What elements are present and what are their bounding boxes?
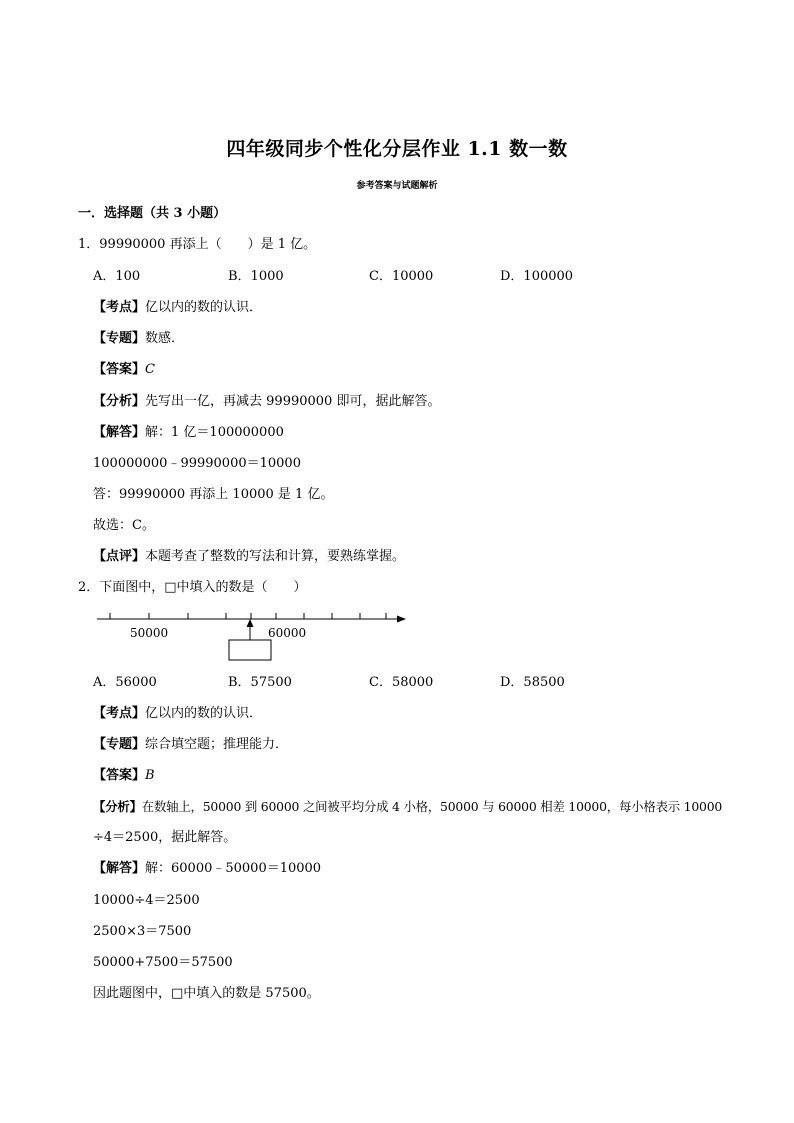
q1-option-c: C．10000 xyxy=(369,269,434,284)
q2-answer-tag: 【答案】 xyxy=(93,768,146,783)
page-subtitle: 参考答案与试题解析 xyxy=(356,181,438,191)
q2-analysis-text: 在数轴上，50000 到 60000 之间被平均分成 4 小格，50000 与 60000 相差 10000，每小格表示 10000 xyxy=(141,799,723,814)
q1-analysis-tag: 【分析】 xyxy=(93,394,146,409)
q1-kaodian xyxy=(93,300,262,316)
q2-step-4: 因此题图中，□中填入的数是 57500。 xyxy=(93,986,320,1001)
page-title: 四年级同步个性化分层作业 1.1 数一数 xyxy=(226,138,568,160)
q1-zhuanti-text: 数感． xyxy=(145,331,185,346)
q1-step-3: 故选：C。 xyxy=(93,518,155,533)
q2-zhuanti-tag: 【专题】 xyxy=(93,737,146,752)
q2-analysis xyxy=(93,799,722,815)
q1-option-d: D．100000 xyxy=(500,269,574,284)
q1-stem: 1．99990000 再添上（ ）是 1 亿。 xyxy=(78,237,317,252)
q2-step-1: 10000÷4＝2500 xyxy=(93,893,200,908)
q2-kaodian xyxy=(93,706,262,722)
answer-box xyxy=(229,640,271,660)
q1-kaodian-text: 亿以内的数的认识． xyxy=(145,300,263,315)
q1-zhuanti-tag: 【专题】 xyxy=(93,331,146,346)
q1-answer-text: C xyxy=(145,362,155,377)
q1-analysis xyxy=(93,394,440,410)
q1-analysis-text: 先写出一亿，再减去 99990000 即可，据此解答。 xyxy=(145,394,441,409)
q1-comment xyxy=(93,549,405,565)
q2-kaodian-tag: 【考点】 xyxy=(93,706,146,721)
q2-zhuanti xyxy=(93,737,288,753)
q1-comment-tag: 【点评】 xyxy=(93,549,146,564)
q2-stem: 2．下面图中，□中填入的数是（ ） xyxy=(78,580,307,595)
q2-solution-text: 解：60000﹣50000＝10000 xyxy=(145,861,322,876)
q2-step-3: 50000+7500＝57500 xyxy=(93,955,233,970)
q2-option-b: B．57500 xyxy=(228,675,292,690)
section-heading: 一．选择题（共 3 小题） xyxy=(78,206,227,221)
q2-option-d: D．58500 xyxy=(500,675,565,690)
number-line-figure xyxy=(90,602,420,664)
q1-kaodian-tag: 【考点】 xyxy=(93,300,146,315)
q2-kaodian-text: 亿以内的数的认识． xyxy=(145,706,263,721)
q1-step-1: 100000000﹣99990000＝10000 xyxy=(93,456,301,471)
q2-solution xyxy=(93,861,321,877)
q2-analysis-line-2: ÷4＝2500，据此解答。 xyxy=(93,830,237,845)
q2-option-c: C．58000 xyxy=(369,675,434,690)
axis-label-60000: 60000 xyxy=(268,626,307,640)
q2-answer xyxy=(93,768,155,784)
q1-answer xyxy=(93,362,155,378)
q2-answer-text: B xyxy=(145,768,155,783)
q2-analysis-tag: 【分析】 xyxy=(93,799,142,814)
q1-step-2: 答：99990000 再添上 10000 是 1 亿。 xyxy=(93,487,334,502)
q1-comment-text: 本题考查了整数的写法和计算，要熟练掌握。 xyxy=(145,549,406,564)
q2-option-a: A．56000 xyxy=(93,675,157,690)
axis-label-50000: 50000 xyxy=(130,626,169,640)
number-line-ticks xyxy=(110,613,386,619)
q1-solution-tag: 【解答】 xyxy=(93,425,146,440)
pointer-arrowhead xyxy=(247,619,254,627)
q2-solution-tag: 【解答】 xyxy=(93,861,146,876)
q1-option-b: B．1000 xyxy=(228,269,284,284)
q1-answer-tag: 【答案】 xyxy=(93,362,146,377)
q1-solution xyxy=(93,425,284,441)
q1-solution-text: 解：1 亿＝100000000 xyxy=(145,425,284,440)
q1-option-a: A．100 xyxy=(93,269,141,284)
number-line-arrowhead xyxy=(397,616,406,623)
q1-zhuanti xyxy=(93,331,184,347)
q2-zhuanti-text: 综合填空题；推理能力． xyxy=(145,737,289,752)
q2-step-2: 2500×3＝7500 xyxy=(93,924,192,939)
